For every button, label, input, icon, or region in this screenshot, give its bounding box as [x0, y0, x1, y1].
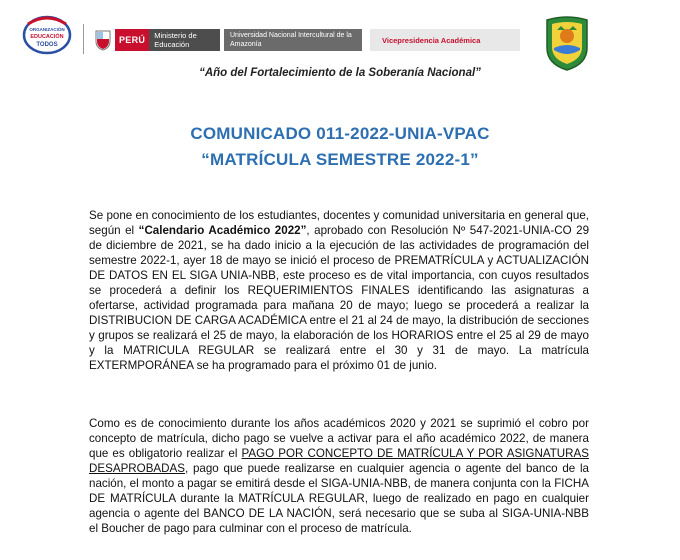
university-label: Universidad Nacional Intercultural de la Amazonía — [224, 29, 362, 51]
education-for-all-logo — [22, 14, 72, 56]
government-logo — [94, 29, 220, 51]
paragraph-schedule-text-2: , aprobado con Resolución Nº 547-2021-UNIA-CO 29 de diciembre de 2021, se ha dado inicio a la ejecución de las actividades de programación del semestre 2022-1, ayer 18 de mayo se inició el proceso de PREMATRÍCULA y ACTUALIZACIÓN DE DATOS EN EL SIGA UNIA-NBB, este proceso es de vital importancia, con cuyos resultados se procederá a definir los REQUERIMIENTOS FINALES identificando las asignaturas a ofertarse, actividad programada para mañana 20 de mayo; luego se procederá a realizar la DISTRIBUCION DE CARGA ACADÉMICA entre el 21 al 24 de mayo, la distribución de secciones y grupos se realizará el 25 de mayo, la elaboración de los HORARIOS entre el 25 al 29 de mayo y la MATRICULA REGULAR se realizará entre el 30 y 31 de mayo. La matrícula EXTERMPORÁNEA se ha programado para el próximo 01 de junio. — [89, 224, 590, 372]
university-crest — [543, 14, 591, 72]
letterhead — [0, 0, 680, 70]
payment-requirement: PAGO POR CONCEPTO DE MATRÍCULA Y POR ASIGNATURAS DESAPROBADAS — [89, 447, 589, 475]
communique-title: COMUNICADO 011-2022-UNIA-VPAC — [190, 124, 490, 143]
svg-text:ORGANIZACIÓN: ORGANIZACIÓN — [29, 27, 65, 32]
paragraph-payment-text: Como es de conocimiento durante los años académicos 2020 y 2021 se suprimió el cobro por concepto de matrícula, dicho pago se vuelve a activar para el año académico 2022, de manera que es obligatorio realizar el — [89, 417, 589, 460]
ministry-label: Ministerio de Educación — [149, 29, 220, 51]
peru-label: PERÚ — [115, 29, 149, 51]
communique-subtitle: “MATRÍCULA SEMESTRE 2022-1” — [201, 150, 479, 169]
svg-text:TODOS: TODOS — [36, 42, 58, 48]
peru-shield-icon — [94, 29, 112, 51]
paragraph-schedule — [89, 208, 589, 373]
paragraph-schedule-text: Se pone en conocimiento de los estudiantes, docentes y comunidad universitaria en general que, según el — [89, 209, 589, 237]
vice-presidency-label: Vicepresidencia Académica — [370, 29, 520, 51]
academic-calendar-ref: “Calendario Académico 2022” — [138, 224, 307, 237]
header-divider — [83, 24, 84, 54]
svg-text:EDUCACIÓN: EDUCACIÓN — [30, 34, 64, 40]
paragraph-payment — [89, 416, 589, 536]
paragraph-payment-text-2: , pago que puede realizarse en cualquier agencia o agente del banco de la nación, el monto a pagar se emitirá desde el SIGA-UNIA-NBB, de manera conjunta con la FICHA DE MATRÍCULA durante la MATRÍCULA REGULAR, luego de realizado en pago en cualquier agencia o agente del BANCO DE LA NACIÓN, será necesario que se suba al SIGA-UNIA-NBB el Boucher de pago para culminar con el proceso de matrícula. — [89, 462, 589, 535]
national-motto: “Año del Fortalecimiento de la Soberanía Nacional” — [199, 67, 481, 79]
